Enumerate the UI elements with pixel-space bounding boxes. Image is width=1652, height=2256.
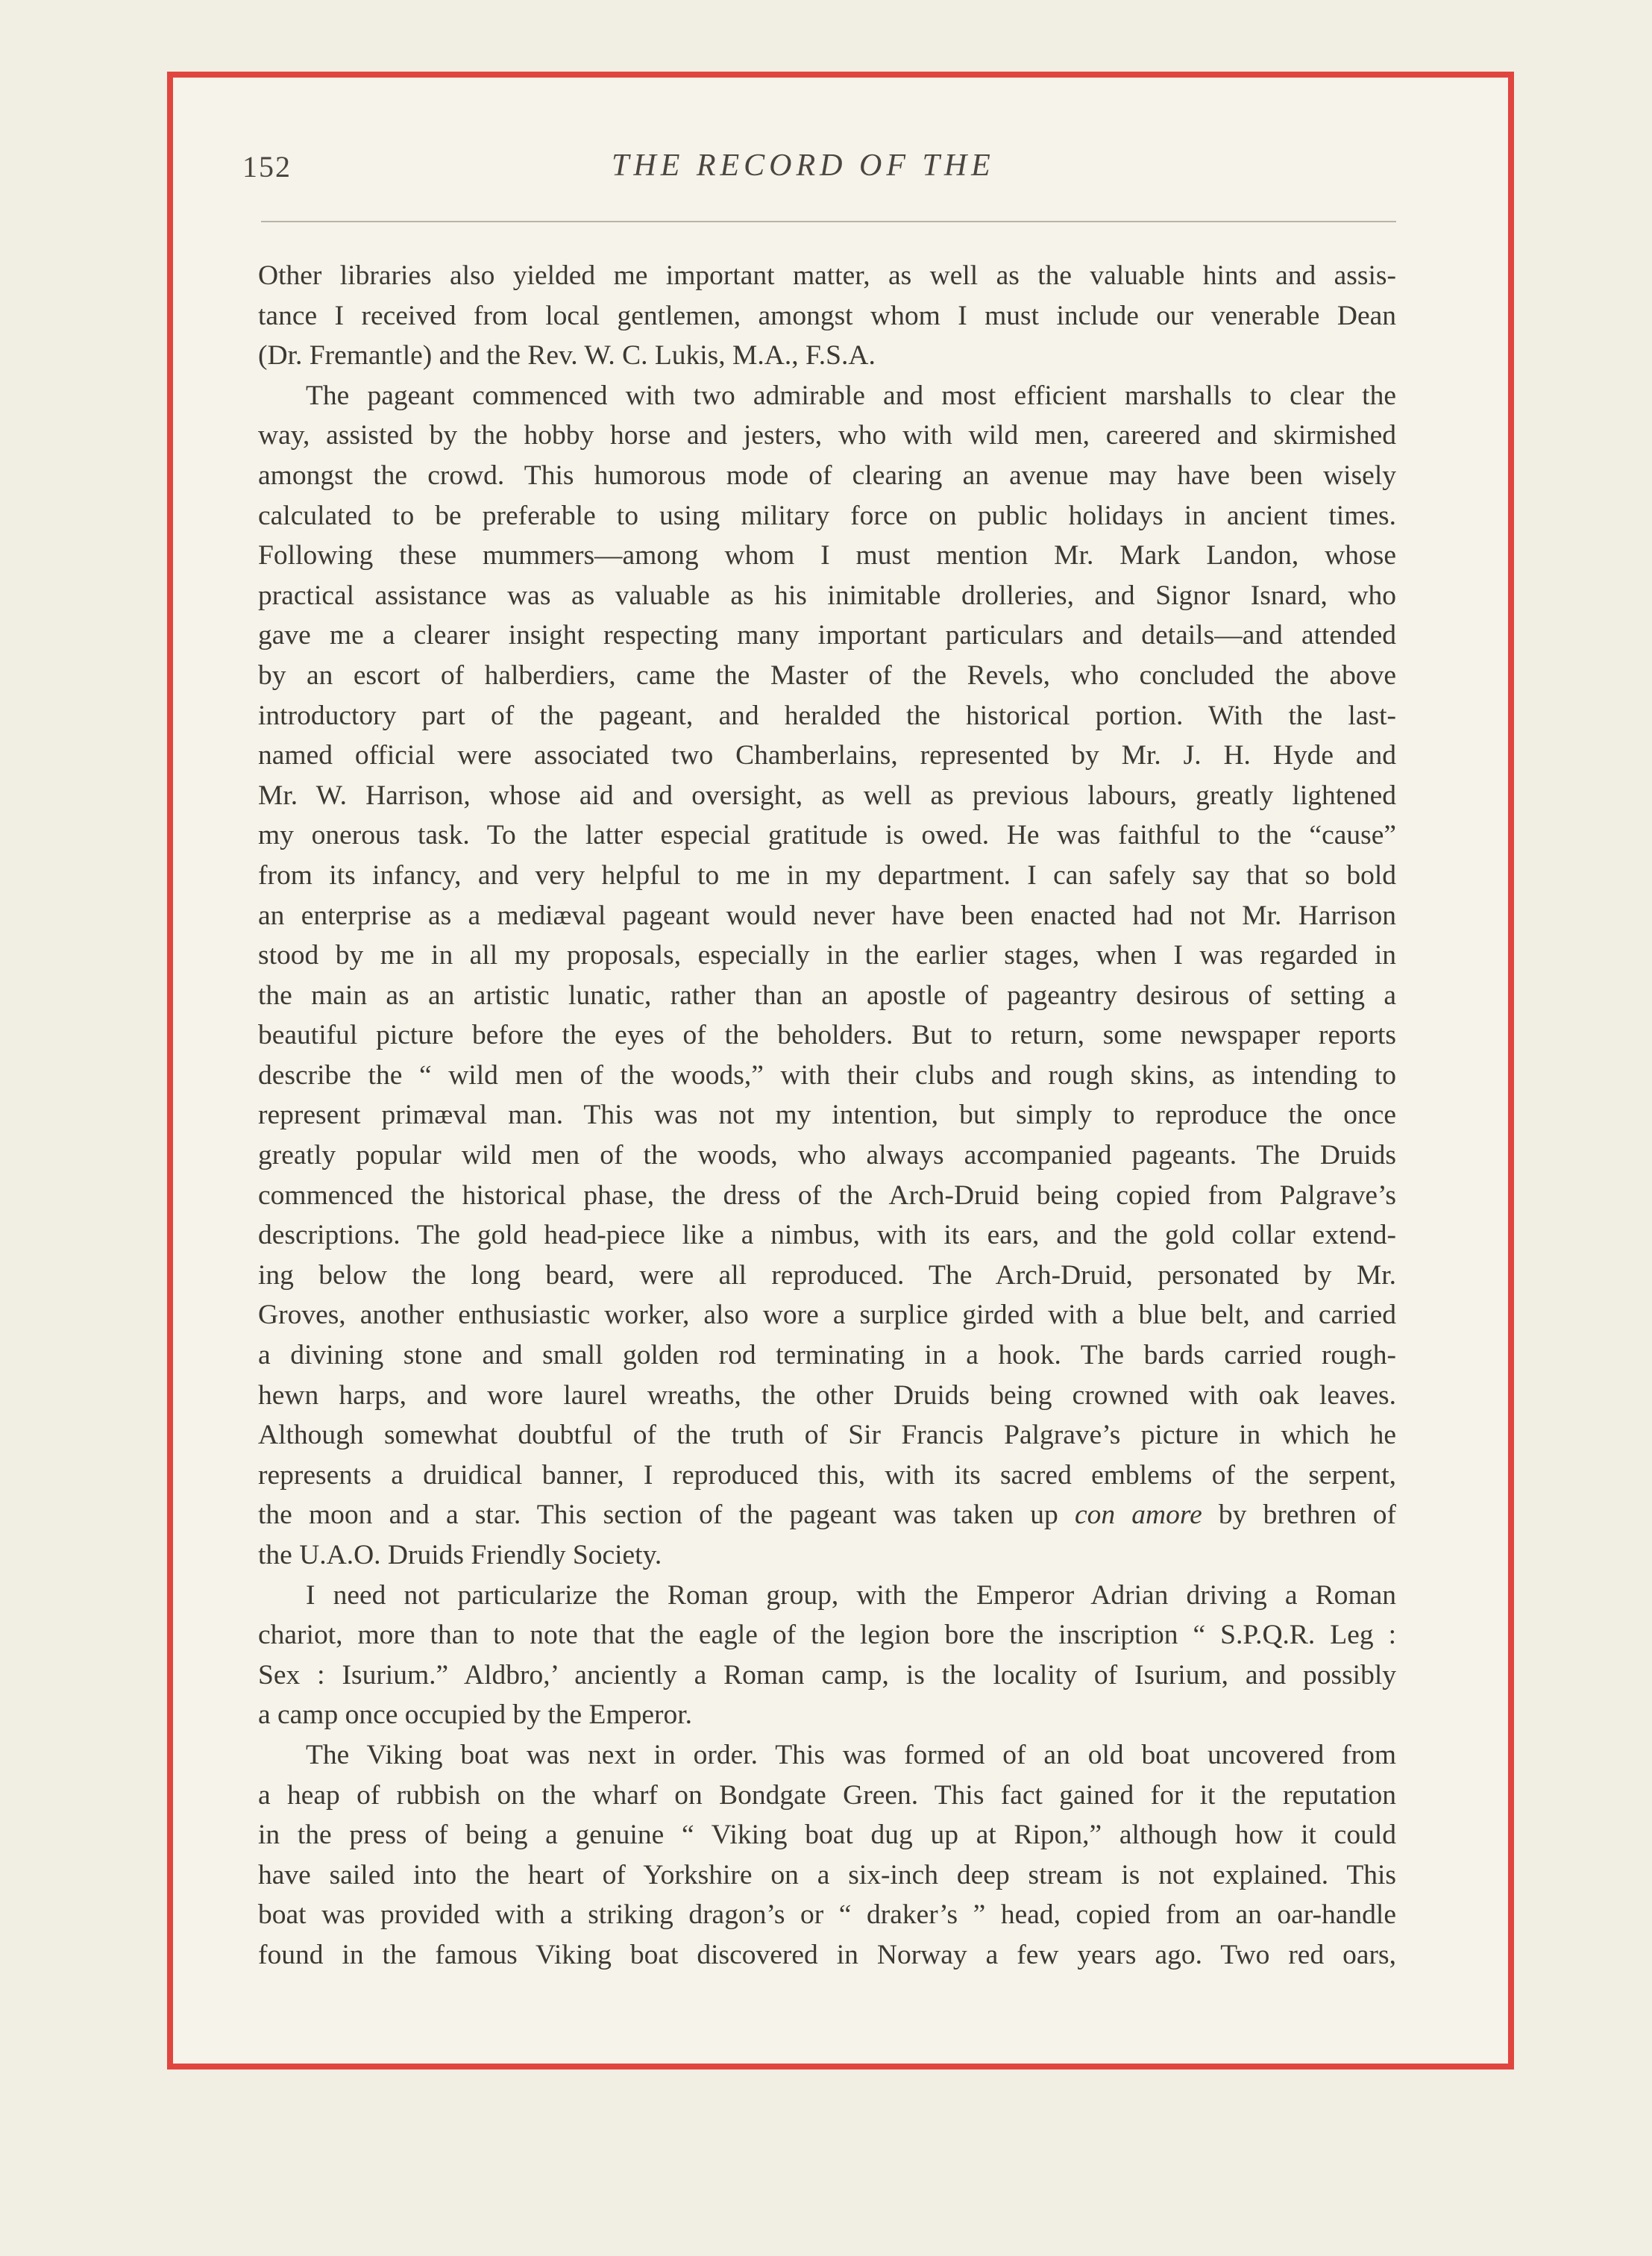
paragraph-3 <box>258 1576 1396 1735</box>
text-line: Mr. W. Harrison, whose aid and oversight, as well as previous labours, greatly lightened <box>258 780 1396 811</box>
text-line: Other libraries also yielded me important matter, as well as the valuable hints and assis- <box>258 260 1396 291</box>
text-line: descriptions. The gold head-piece like a nimbus, with its ears, and the gold collar extend- <box>258 1220 1396 1251</box>
text-line: commenced the historical phase, the dress of the Arch-Druid being copied from Palgrave’s <box>258 1179 1396 1211</box>
text-line: the main as an artistic lunatic, rather than an apostle of pageantry desirous of setting a <box>258 980 1396 1011</box>
text-line: gave me a clearer insight respecting many important particulars and details—and attended <box>258 620 1396 651</box>
paragraph-2 <box>258 376 1396 1576</box>
text-line: beautiful picture before the eyes of the beholders. But to return, some newspaper reports <box>258 1020 1396 1051</box>
text-line: the U.A.O. Druids Friendly Society. <box>258 1540 662 1570</box>
paragraph-1 <box>258 256 1396 376</box>
text-line: a camp once occupied by the Emperor. <box>258 1699 693 1731</box>
text-line: Groves, another enthusiastic worker, also wore a surplice girded with a blue belt, and carried <box>258 1300 1396 1331</box>
text-line: stood by me in all my proposals, especially in the earlier stages, when I was regarded in <box>258 940 1396 971</box>
text-line: greatly popular wild men of the woods, who always accompanied pageants. The Druids <box>258 1140 1396 1171</box>
text-line: amongst the crowd. This humorous mode of clearing an avenue may have been wisely <box>258 460 1396 491</box>
text-line: Following these mummers—among whom I must mention Mr. Mark Landon, whose <box>258 540 1396 571</box>
body-text <box>258 256 1396 1975</box>
header-rule <box>261 221 1396 222</box>
text-line: chariot, more than to note that the eagle of the legion bore the inscription “ S.P.Q.R. Leg : <box>258 1620 1396 1651</box>
text-line: hewn harps, and wore laurel wreaths, the other Druids being crowned with oak leaves. <box>258 1379 1396 1411</box>
text-line: The pageant commenced with two admirable and most efficient marshalls to clear the <box>306 380 1396 411</box>
text-segment: by brethren of <box>1202 1500 1397 1531</box>
text-segment: the moon and a star. This section of the pageant was taken up <box>258 1500 1075 1531</box>
text-line: have sailed into the heart of Yorkshire on a six-inch deep stream is not explained. This <box>258 1859 1396 1890</box>
text-line: from its infancy, and very helpful to me in my department. I can safely say that so bold <box>258 859 1396 891</box>
text-line: way, assisted by the hobby horse and jesters, who with wild men, careered and skirmished <box>258 420 1396 451</box>
text-line: describe the “ wild men of the woods,” with their clubs and rough skins, as intending to <box>258 1059 1396 1091</box>
text-line: tance I received from local gentlemen, amongst whom I must include our venerable Dean <box>258 300 1396 331</box>
text-line: represent primæval man. This was not my intention, but simply to reproduce the once <box>258 1100 1396 1131</box>
text-line: in the press of being a genuine “ Viking boat dug up at Ripon,” although how it could <box>258 1820 1396 1851</box>
text-line: an enterprise as a mediæval pageant would never have been enacted had not Mr. Harrison <box>258 900 1396 931</box>
text-line: I need not particularize the Roman group, with the Emperor Adrian driving a Roman <box>306 1579 1396 1611</box>
text-line: practical assistance was as valuable as his inimitable drolleries, and Signor Isnard, who <box>258 580 1396 611</box>
text-line: The Viking boat was next in order. This was formed of an old boat uncovered from <box>306 1739 1396 1770</box>
text-line: (Dr. Fremantle) and the Rev. W. C. Lukis, M.A., F.S.A. <box>258 340 876 372</box>
text-line: my onerous task. To the latter especial gratitude is owed. He was faithful to the “cause” <box>258 820 1396 851</box>
running-title: THE RECORD OF THE <box>612 148 995 183</box>
text-line: by an escort of halberdiers, came the Master of the Revels, who concluded the above <box>258 659 1396 691</box>
text-line: represents a druidical banner, I reproduced this, with its sacred emblems of the serpent, <box>258 1459 1396 1491</box>
text-line: Sex : Isurium.” Aldbro,’ anciently a Roman camp, is the locality of Isurium, and possibly <box>258 1659 1396 1691</box>
paragraph-4 <box>258 1735 1396 1975</box>
page-number: 152 <box>242 150 292 184</box>
text-line: calculated to be preferable to using military force on public holidays in ancient times. <box>258 500 1396 531</box>
text-line: Although somewhat doubtful of the truth of Sir Francis Palgrave’s picture in which he <box>258 1420 1396 1451</box>
text-line: introductory part of the pageant, and heralded the historical portion. With the last- <box>258 700 1396 731</box>
text-line: found in the famous Viking boat discovered in Norway a few years ago. Two red oars, <box>258 1939 1396 1970</box>
text-line: boat was provided with a striking dragon’s or “ draker’s ” head, copied from an oar-handle <box>258 1899 1396 1931</box>
text-line-with-italic <box>258 1495 1396 1535</box>
text-line: a heap of rubbish on the wharf on Bondgate Green. This fact gained for it the reputation <box>258 1779 1396 1811</box>
text-line: a divining stone and small golden rod terminating in a hook. The bards carried rough- <box>258 1340 1396 1371</box>
text-line: named official were associated two Chamberlains, represented by Mr. J. H. Hyde and <box>258 740 1396 771</box>
text-line: ing below the long beard, were all reproduced. The Arch-Druid, personated by Mr. <box>258 1259 1396 1291</box>
italic-phrase: con amore <box>1074 1500 1202 1531</box>
